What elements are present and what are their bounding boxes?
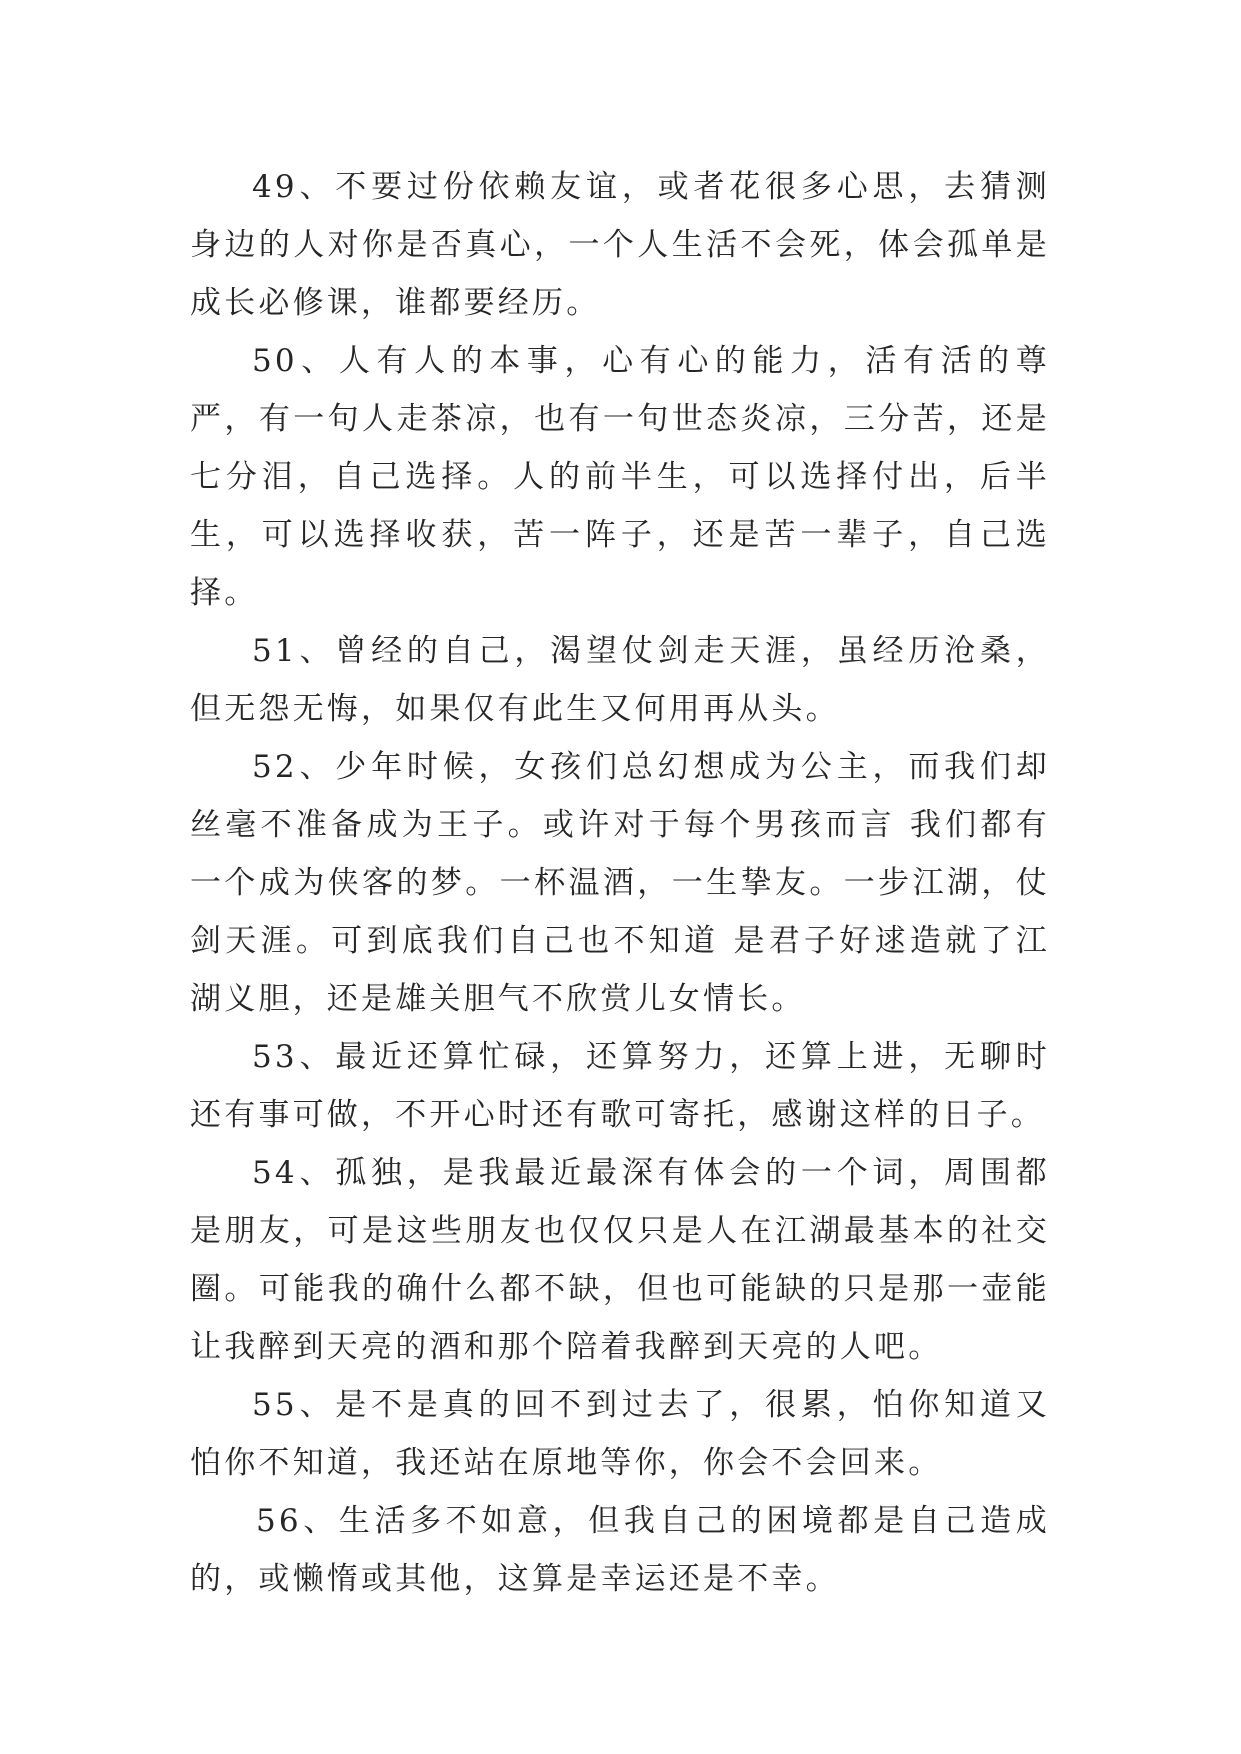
paragraph-52: 52、少年时候，女孩们总幻想成为公主，而我们却丝毫不准备成为王子。或许对于每个男孩而言 我们都有一个成为侠客的梦。一杯温酒，一生挚友。一步江湖，仗剑天涯。可到底我们自己也不知道 是君子好逑造就了江湖义胆，还是雄关胆气不欣赏儿女情长。 xyxy=(190,749,1050,1017)
paragraph-53: 53、最近还算忙碌，还算努力，还算上进，无聊时还有事可做，不开心时还有歌可寄托，感谢这样的日子。 xyxy=(190,1039,1050,1133)
paragraph-50: 50、人有人的本事，心有心的能力，活有活的尊严，有一句人走茶凉，也有一句世态炎凉，三分苦，还是七分泪，自己选择。人的前半生，可以选择付出，后半生，可以选择收获，苦一阵子，还是苦一辈子，自己选择。 xyxy=(190,343,1050,611)
document-body xyxy=(190,158,1050,1608)
paragraph-56: 56、生活多不如意，但我自己的困境都是自己造成的，或懒惰或其他，这算是幸运还是不幸。 xyxy=(190,1503,1050,1597)
paragraph-49: 49、不要过份依赖友谊，或者花很多心思，去猜测身边的人对你是否真心，一个人生活不会死，体会孤单是成长必修课，谁都要经历。 xyxy=(190,169,1050,321)
paragraph-55: 55、是不是真的回不到过去了，很累，怕你知道又怕你不知道，我还站在原地等你，你会不会回来。 xyxy=(190,1387,1050,1481)
paragraph-51: 51、曾经的自己，渴望仗剑走天涯，虽经历沧桑，但无怨无悔，如果仅有此生又何用再从头。 xyxy=(190,633,1050,727)
paragraph-54: 54、孤独，是我最近最深有体会的一个词，周围都是朋友，可是这些朋友也仅仅只是人在江湖最基本的社交圈。可能我的确什么都不缺，但也可能缺的只是那一壶能让我醉到天亮的酒和那个陪着我醉到天亮的人吧。 xyxy=(190,1155,1050,1365)
